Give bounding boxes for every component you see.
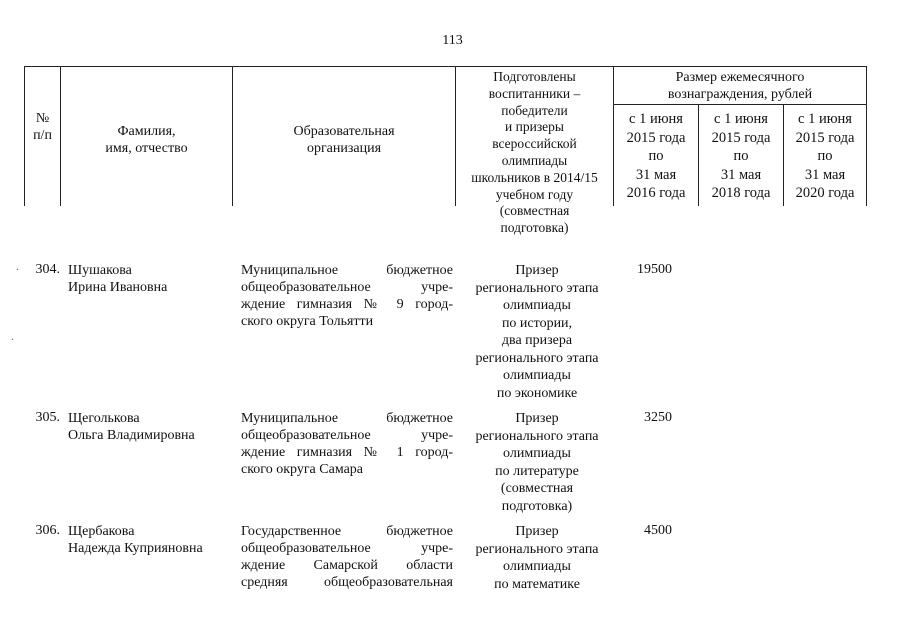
header-col-achievement: Подготовлены воспитанники – победители и призеры всероссийской олимпиады школьников в 2014/15 учебном году (совместная подготовка) [471, 69, 598, 236]
row-number: 306. [35, 523, 60, 538]
row-amount: 3250 [644, 410, 672, 425]
row-achievement: Призер регионального этапа олимпиады по истории, два призера регионального этапа олимпиады по экономике [475, 263, 599, 401]
row-organization: Муниципальное бюджетное общеобразовательное учре- ждение гимназия № 1 город- ского округа Самара [241, 411, 453, 477]
header-col-number: № п/п [33, 111, 52, 143]
row-organization: Муниципальное бюджетное общеобразовательное учре- ждение гимназия № 9 город- ского округа Тольятти [241, 263, 453, 329]
header-top-border [24, 66, 867, 67]
row-amount: 4500 [644, 523, 672, 538]
header-right-border [866, 66, 867, 206]
table-header [24, 66, 867, 236]
row-full-name: Щербакова Надежда Куприяновна [68, 524, 203, 556]
header-col-period-2018: с 1 июня 2015 года по 31 мая 2018 года [711, 111, 771, 201]
header-col-org: Образовательная организация [293, 124, 395, 156]
header-col-period-2016: с 1 июня 2015 года по 31 мая 2016 года [626, 111, 686, 201]
header-subrow-border [613, 104, 867, 105]
header-col-name: Фамилия, имя, отчество [105, 124, 188, 156]
header-col-reward: Размер ежемесячного вознаграждения, рублей [667, 70, 813, 102]
header-col-period-2020: с 1 июня 2015 года по 31 мая 2020 года [795, 111, 855, 201]
row-achievement: Призер регионального этапа олимпиады по математике [475, 524, 599, 592]
row-full-name: Шушакова Ирина Ивановна [68, 263, 168, 295]
row-achievement: Призер регионального этапа олимпиады по литературе (совместная подготовка) [475, 411, 599, 514]
row-amount: 19500 [637, 262, 672, 277]
page-number: 113 [442, 33, 463, 48]
row-full-name: Щеголькова Ольга Владимировна [68, 411, 195, 443]
row-number: 304. [35, 262, 60, 277]
row-number: 305. [35, 410, 60, 425]
row-organization: Государственное бюджетное общеобразовательное учре- ждение Самарской области средняя общеобразовательная [241, 524, 453, 590]
